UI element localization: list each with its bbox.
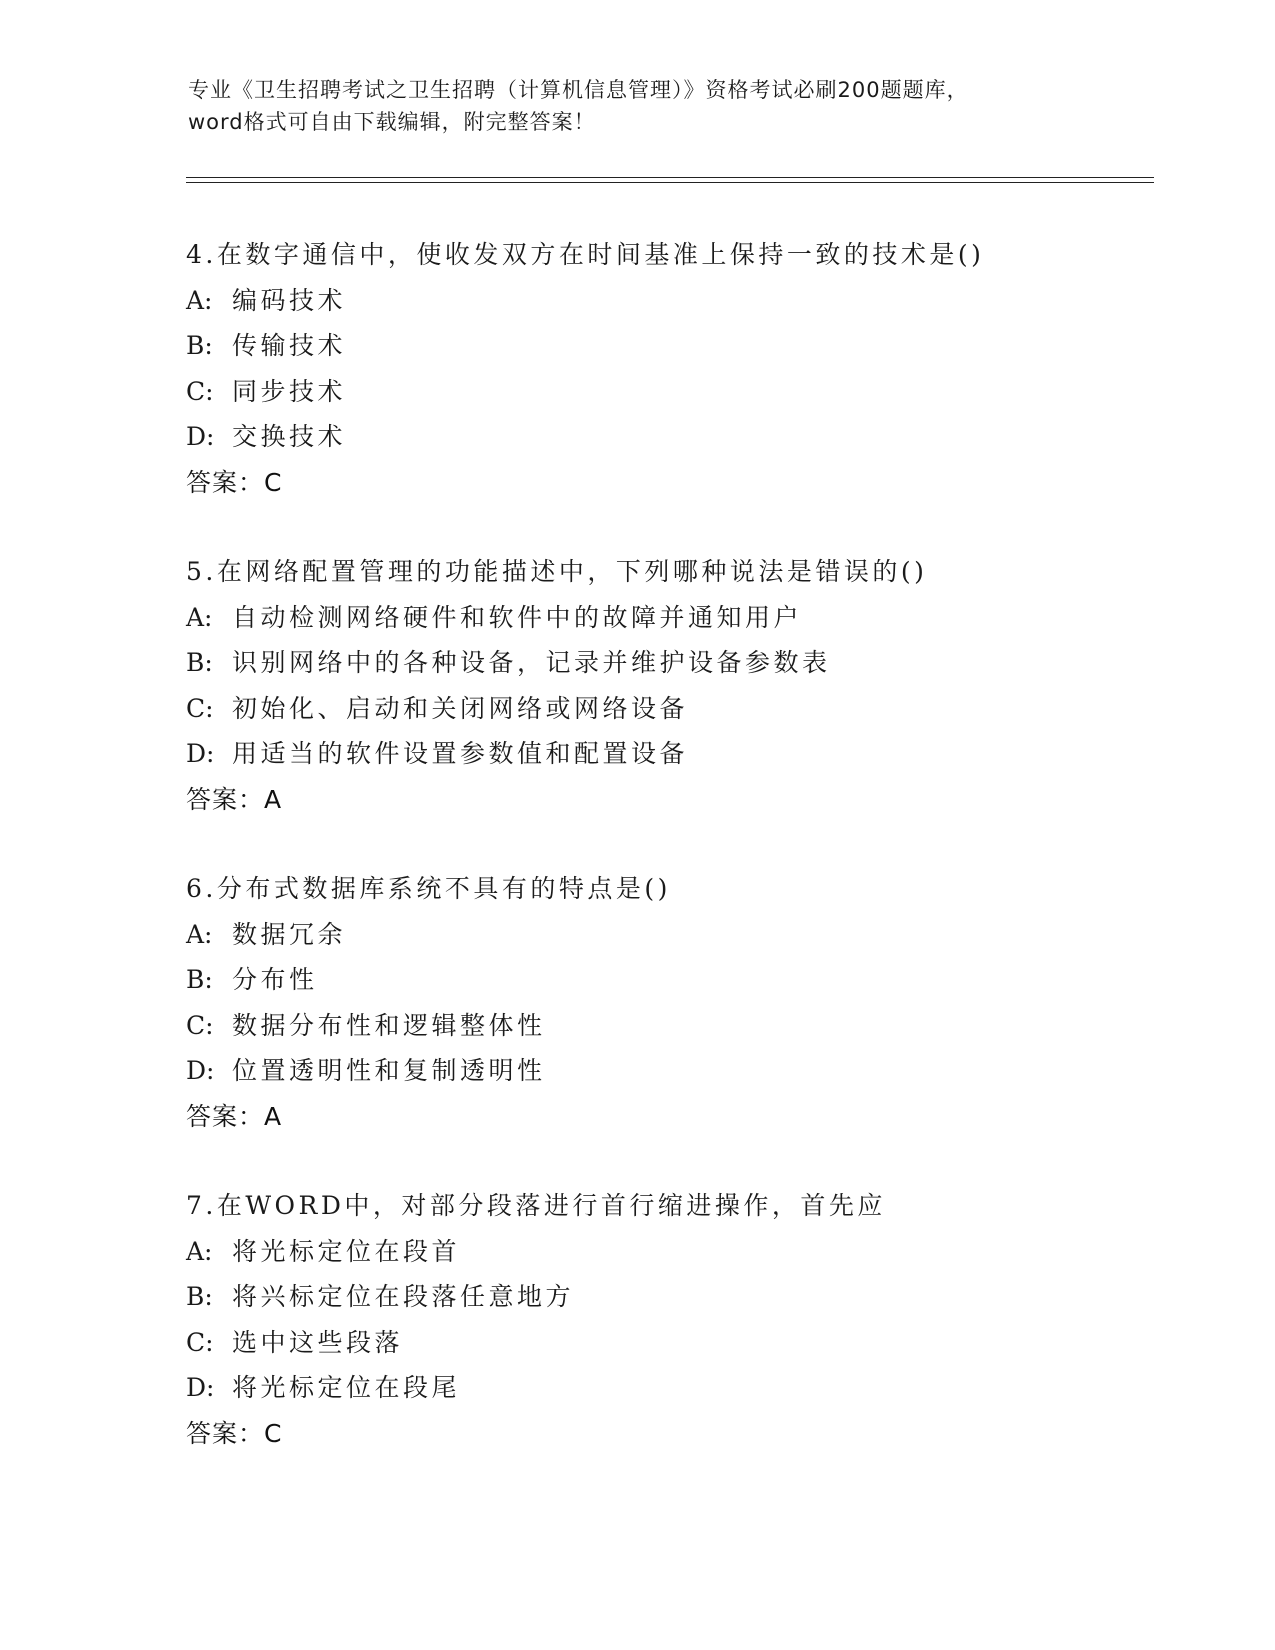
option-a [186, 595, 1146, 641]
option-text: 位置透明性和复制透明性 [232, 1056, 546, 1085]
option-b [186, 640, 1146, 686]
option-key: B: [186, 648, 213, 677]
question-stem: 6.分布式数据库系统不具有的特点是() [186, 874, 671, 903]
option-key: C: [186, 376, 214, 406]
header-line-1: 专业《卫生招聘考试之卫生招聘（计算机信息管理）》资格考试必刷200题题库， [188, 78, 969, 102]
option-text: 将兴标定位在段落任意地方 [232, 1282, 575, 1311]
option-text: 分布性 [232, 965, 318, 994]
answer-line: 答案：A [186, 1101, 283, 1131]
answer-line: 答案：C [186, 1418, 283, 1448]
option-text: 自动检测网络硬件和软件中的故障并通知用户 [232, 602, 803, 632]
option-text: 初始化、启动和关闭网络或网络设备 [232, 693, 689, 723]
option-text: 用适当的软件设置参数值和配置设备 [232, 739, 689, 768]
answer-line: 答案：C [186, 467, 283, 497]
option-key: D: [186, 1373, 215, 1402]
option-key: D: [186, 422, 215, 451]
option-a [186, 278, 1146, 324]
option-key: A: [186, 285, 213, 315]
option-key: B: [186, 331, 213, 360]
option-text: 数据冗余 [232, 919, 347, 949]
option-key: C: [186, 1327, 214, 1357]
option-d [186, 1048, 1146, 1094]
option-b [186, 957, 1146, 1003]
option-c [186, 369, 1146, 415]
answer-line: 答案：A [186, 784, 283, 814]
option-d [186, 414, 1146, 460]
question-4 [186, 232, 1146, 505]
option-b [186, 1274, 1146, 1320]
question-stem: 7.在WORD中，对部分段落进行首行缩进操作，首先应 [186, 1191, 886, 1220]
question-5 [186, 549, 1146, 822]
document-header [188, 74, 1088, 138]
option-text: 将光标定位在段尾 [232, 1373, 461, 1402]
question-list [186, 232, 1146, 1500]
option-a [186, 1229, 1146, 1275]
option-text: 同步技术 [232, 376, 347, 406]
option-text: 传输技术 [232, 331, 347, 360]
header-divider-bottom [186, 182, 1154, 183]
option-c [186, 1320, 1146, 1366]
option-key: A: [186, 919, 213, 949]
option-key: A: [186, 1236, 213, 1266]
option-a [186, 912, 1146, 958]
option-text: 编码技术 [232, 285, 347, 315]
option-key: B: [186, 1282, 213, 1311]
option-key: C: [186, 693, 214, 723]
option-d [186, 1365, 1146, 1411]
question-7 [186, 1183, 1146, 1456]
header-line-2: word格式可自由下载编辑，附完整答案！ [188, 110, 596, 134]
question-stem: 4.在数字通信中，使收发双方在时间基准上保持一致的技术是() [186, 240, 985, 269]
option-key: B: [186, 965, 213, 994]
option-text: 选中这些段落 [232, 1327, 404, 1357]
option-text: 交换技术 [232, 422, 347, 451]
option-b [186, 323, 1146, 369]
option-key: C: [186, 1010, 214, 1040]
option-text: 数据分布性和逻辑整体性 [232, 1010, 546, 1040]
option-key: D: [186, 739, 215, 768]
question-6 [186, 866, 1146, 1139]
option-key: D: [186, 1056, 215, 1085]
option-text: 识别网络中的各种设备，记录并维护设备参数表 [232, 648, 831, 677]
option-d [186, 731, 1146, 777]
header-divider-top [186, 177, 1154, 178]
option-c [186, 686, 1146, 732]
question-stem: 5.在网络配置管理的功能描述中，下列哪种说法是错误的() [186, 557, 928, 586]
option-text: 将光标定位在段首 [232, 1236, 461, 1266]
option-key: A: [186, 602, 213, 632]
option-c [186, 1003, 1146, 1049]
